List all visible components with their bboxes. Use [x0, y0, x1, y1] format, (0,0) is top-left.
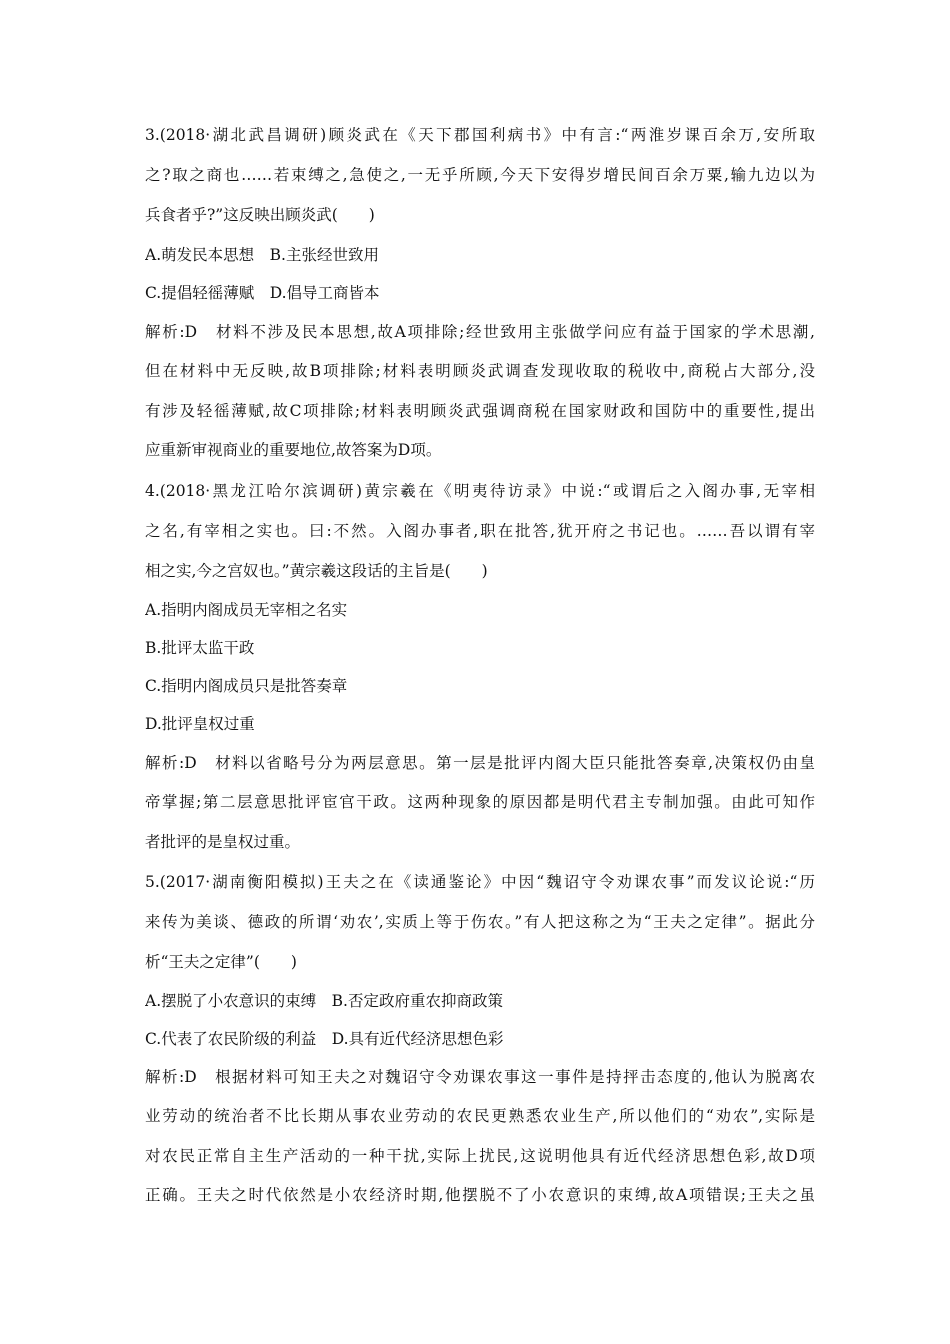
q5-stem-line-2: 来传为美谈、德政的所谓‘劝农’,实质上等于伤农。”有人把这称之为“王夫之定律”。据此分 [145, 913, 815, 931]
q5-analysis-line-2: 业劳动的统治者不比长期从事农业劳动的农民更熟悉农业生产,所以他们的“劝农”,实际是 [145, 1107, 815, 1125]
q4-analysis-line-1: 解析:D 材料以省略号分为两层意思。第一层是批评内阁大臣只能批答奏章,决策权仍由皇 [145, 754, 815, 772]
q4-option-b: B.批评太监干政 [145, 639, 255, 657]
q5-stem-line-1: 5.(2017·湖南衡阳模拟)王夫之在《读通鉴论》中因“魏诏守令劝课农事”而发议论说:“历 [145, 873, 815, 891]
q3-analysis-line-3: 有涉及轻徭薄赋,故C项排除;材料表明顾炎武强调商税在国家财政和国防中的重要性,提出 [145, 402, 815, 420]
q5-analysis-line-4: 正确。王夫之时代依然是小农经济时期,他摆脱不了小农意识的束缚,故A项错误;王夫之虽 [145, 1186, 815, 1204]
q3-option-ab: A.萌发民本思想 B.主张经世致用 [145, 246, 379, 264]
q5-analysis-line-3: 对农民正常自主生产活动的一种干扰,实际上扰民,这说明他具有近代经济思想色彩,故D项 [145, 1147, 815, 1165]
q3-option-cd: C.提倡轻徭薄赋 D.倡导工商皆本 [145, 284, 380, 302]
q5-option-ab: A.摆脱了小农意识的束缚 B.否定政府重农抑商政策 [145, 992, 503, 1010]
q4-stem-line-1: 4.(2018·黑龙江哈尔滨调研)黄宗羲在《明夷待访录》中说:“或谓后之入阁办事,无宰相 [145, 482, 815, 500]
q3-analysis-line-4: 应重新审视商业的重要地位,故答案为D项。 [145, 441, 442, 459]
q4-analysis-line-2: 帝掌握;第二层意思批评宦官干政。这两种现象的原因都是明代君主专制加强。由此可知作 [145, 793, 815, 811]
q4-stem-line-2: 之名,有宰相之实也。曰:不然。入阁办事者,职在批答,犹开府之书记也。……吾以谓有宰 [145, 522, 815, 540]
q3-stem-line-1: 3.(2018·湖北武昌调研)顾炎武在《天下郡国利病书》中有言:“两淮岁课百余万,安所取 [145, 126, 815, 144]
q5-option-cd: C.代表了农民阶级的利益 D.具有近代经济思想色彩 [145, 1030, 504, 1048]
q5-analysis-line-1: 解析:D 根据材料可知王夫之对魏诏守令劝课农事这一事件是持抨击态度的,他认为脱离农 [145, 1068, 815, 1086]
q3-stem-line-2: 之?取之商也……若束缚之,急使之,一无乎所顾,今天下安得岁增民间百余万粟,输九边以为 [145, 166, 815, 184]
q4-stem-line-3: 相之实,今之宫奴也。”黄宗羲这段话的主旨是( ) [145, 562, 488, 580]
q3-stem-line-3: 兵食者乎?”这反映出顾炎武( ) [145, 206, 375, 224]
q5-stem-line-3: 析“王夫之定律”( ) [145, 953, 297, 971]
q4-option-a: A.指明内阁成员无宰相之名实 [145, 601, 348, 619]
q4-option-c: C.指明内阁成员只是批答奏章 [145, 677, 348, 695]
q4-option-d: D.批评皇权过重 [145, 715, 255, 733]
q4-analysis-line-3: 者批评的是皇权过重。 [145, 833, 301, 851]
q3-analysis-line-2: 但在材料中无反映,故B项排除;材料表明顾炎武调查发现收取的税收中,商税占大部分,没 [145, 362, 815, 380]
q3-analysis-line-1: 解析:D 材料不涉及民本思想,故A项排除;经世致用主张做学问应有益于国家的学术思潮, [145, 323, 815, 341]
